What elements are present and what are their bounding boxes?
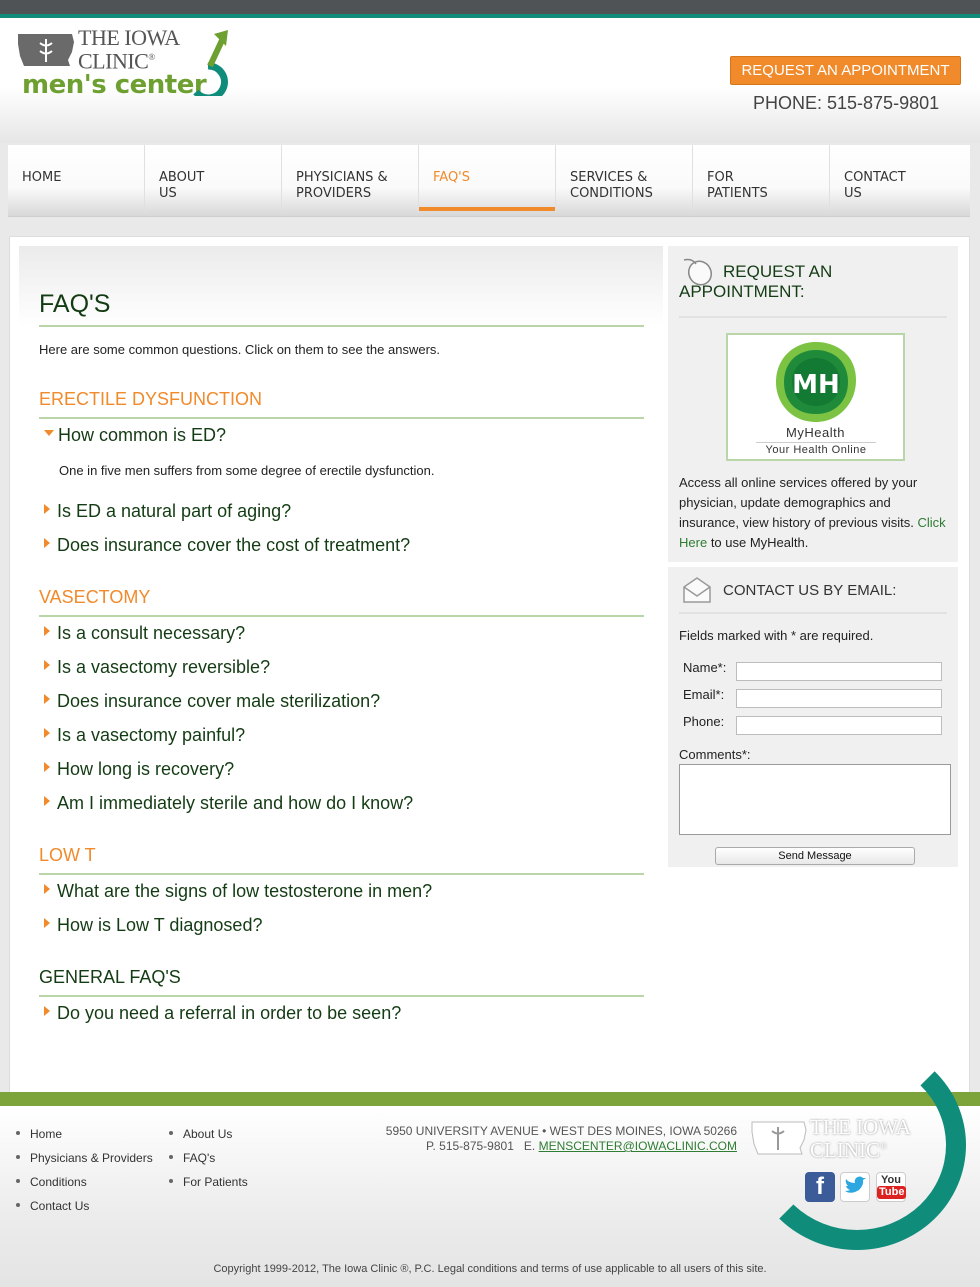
caret-right-icon [44, 626, 50, 636]
nav-home[interactable]: HOME [8, 145, 145, 213]
caret-right-icon [44, 1006, 50, 1016]
footer-link-faqs[interactable]: FAQ's [169, 1151, 215, 1165]
footer-logo[interactable]: THE IOWA CLINIC® [810, 1115, 911, 1162]
brand-line-1: THE IOWA [78, 25, 180, 50]
caret-right-icon [44, 728, 50, 738]
send-message-button[interactable]: Send Message [715, 847, 915, 865]
caret-right-icon [44, 762, 50, 772]
email-label: Email*: [683, 687, 725, 702]
faq-question[interactable]: How is Low T diagnosed? [44, 915, 262, 936]
phone-label: Phone: [683, 714, 725, 729]
nav-for-patients[interactable]: FOR PATIENTS [693, 145, 830, 213]
section-heading-vasectomy: VASECTOMY [39, 587, 151, 607]
facebook-icon[interactable]: f [805, 1172, 835, 1202]
caret-right-icon [44, 538, 50, 548]
nav-active-indicator [419, 207, 555, 211]
intro-text: Here are some common questions. Click on them to see the answers. [39, 342, 441, 357]
caret-right-icon [44, 796, 50, 806]
site-logo[interactable] [16, 25, 231, 118]
faq-question[interactable]: Is a vasectomy painful? [44, 725, 245, 746]
section-heading-general: GENERAL FAQ'S [39, 967, 181, 987]
faq-question[interactable]: How common is ED? [44, 425, 226, 446]
faq-question[interactable]: Is a vasectomy reversible? [44, 657, 270, 678]
footer-address: 5950 UNIVERSITY AVENUE • WEST DES MOINES, IOWA 50266 P. 515-875-9801 E. MENSCENTER@IOWACLINIC.COM [385, 1124, 737, 1153]
faq-question[interactable]: How long is recovery? [44, 759, 234, 780]
nav-about-us[interactable]: ABOUT US [145, 145, 282, 213]
divider [39, 417, 644, 419]
brand-line-2: CLINIC® [78, 48, 155, 74]
comments-label: Comments*: [679, 747, 751, 762]
faq-question[interactable]: Is ED a natural part of aging? [44, 501, 291, 522]
nav-services-conditions[interactable]: SERVICES & CONDITIONS [556, 145, 693, 213]
main-nav [8, 145, 970, 217]
faq-question[interactable]: Is a consult necessary? [44, 623, 245, 644]
page-title: FAQ'S [39, 290, 111, 318]
header-phone: PHONE: 515-875-9801 [753, 93, 940, 113]
faq-question[interactable]: What are the signs of low testosterone in men? [44, 881, 432, 902]
faq-answer: One in five men suffers from some degree of erectile dysfunction. [59, 463, 435, 478]
click-here-link[interactable]: Click Here [679, 515, 946, 550]
brand-subtitle: men's center [22, 70, 207, 100]
divider [39, 995, 644, 997]
footer-iowa-icon [750, 1118, 808, 1158]
caret-right-icon [44, 694, 50, 704]
nav-contact-us[interactable]: CONTACT US [844, 170, 906, 201]
divider [39, 325, 644, 327]
caret-down-icon [44, 430, 54, 436]
faq-question[interactable]: Am I immediately sterile and how do I know? [44, 793, 413, 814]
footer-link-patients[interactable]: For Patients [169, 1175, 248, 1189]
footer-link-conditions[interactable]: Conditions [16, 1175, 87, 1189]
divider [39, 615, 644, 617]
request-appointment-button[interactable]: REQUEST AN APPOINTMENT [730, 56, 961, 85]
appointment-heading-line1: REQUEST AN [723, 262, 833, 281]
youtube-icon[interactable]: You Tube [876, 1172, 906, 1202]
copyright: Copyright 1999-2012, The Iowa Clinic ®, P.C. Legal conditions and terms of use applicable to all users of this site. [213, 1263, 767, 1275]
divider [679, 316, 947, 318]
divider [39, 873, 644, 875]
caret-right-icon [44, 918, 50, 928]
section-heading-low-t: LOW T [39, 845, 96, 865]
footer-email-link[interactable]: MENSCENTER@IOWACLINIC.COM [538, 1139, 737, 1153]
required-note: Fields marked with * are required. [679, 628, 874, 643]
section-heading-ed: ERECTILE DYSFUNCTION [39, 389, 263, 409]
svg-text:MH: MH [792, 370, 840, 400]
caret-right-icon [44, 504, 50, 514]
myhealth-name: MyHealth [786, 425, 845, 440]
envelope-icon [682, 575, 712, 605]
nav-faqs[interactable]: FAQ'S [419, 145, 556, 213]
footer-link-home[interactable]: Home [16, 1127, 62, 1141]
faq-question[interactable]: Does insurance cover male sterilization? [44, 691, 380, 712]
email-field[interactable] [736, 689, 942, 708]
male-symbol-icon [188, 30, 230, 96]
contact-heading: CONTACT US BY EMAIL: [723, 582, 897, 599]
name-field[interactable] [736, 662, 942, 681]
footer-link-contact[interactable]: Contact Us [16, 1199, 89, 1213]
caret-right-icon [44, 660, 50, 670]
name-label: Name*: [683, 660, 727, 675]
top-bar [0, 0, 980, 18]
faq-question[interactable]: Does insurance cover the cost of treatment? [44, 535, 410, 556]
caret-right-icon [44, 884, 50, 894]
divider [679, 612, 947, 614]
faq-question[interactable]: Do you need a referral in order to be seen? [44, 1003, 401, 1024]
iowa-state-icon [16, 30, 76, 70]
twitter-icon[interactable] [840, 1172, 870, 1202]
myhealth-tagline: Your Health Online [756, 442, 876, 456]
myhealth-card[interactable] [726, 333, 905, 461]
footer-link-physicians[interactable]: Physicians & Providers [16, 1151, 153, 1165]
myhealth-logo-icon [772, 340, 860, 424]
footer-link-about[interactable]: About Us [169, 1127, 232, 1141]
myhealth-description: Access all online services offered by your physician, update demographics and insurance, view history of previous visits. Click Here to use MyHealth. [679, 475, 946, 550]
phone-field[interactable] [736, 716, 942, 735]
nav-physicians-providers[interactable]: PHYSICIANS & PROVIDERS [282, 145, 419, 213]
appointment-heading-line2: APPOINTMENT: [679, 282, 805, 301]
comments-field[interactable] [679, 764, 951, 835]
